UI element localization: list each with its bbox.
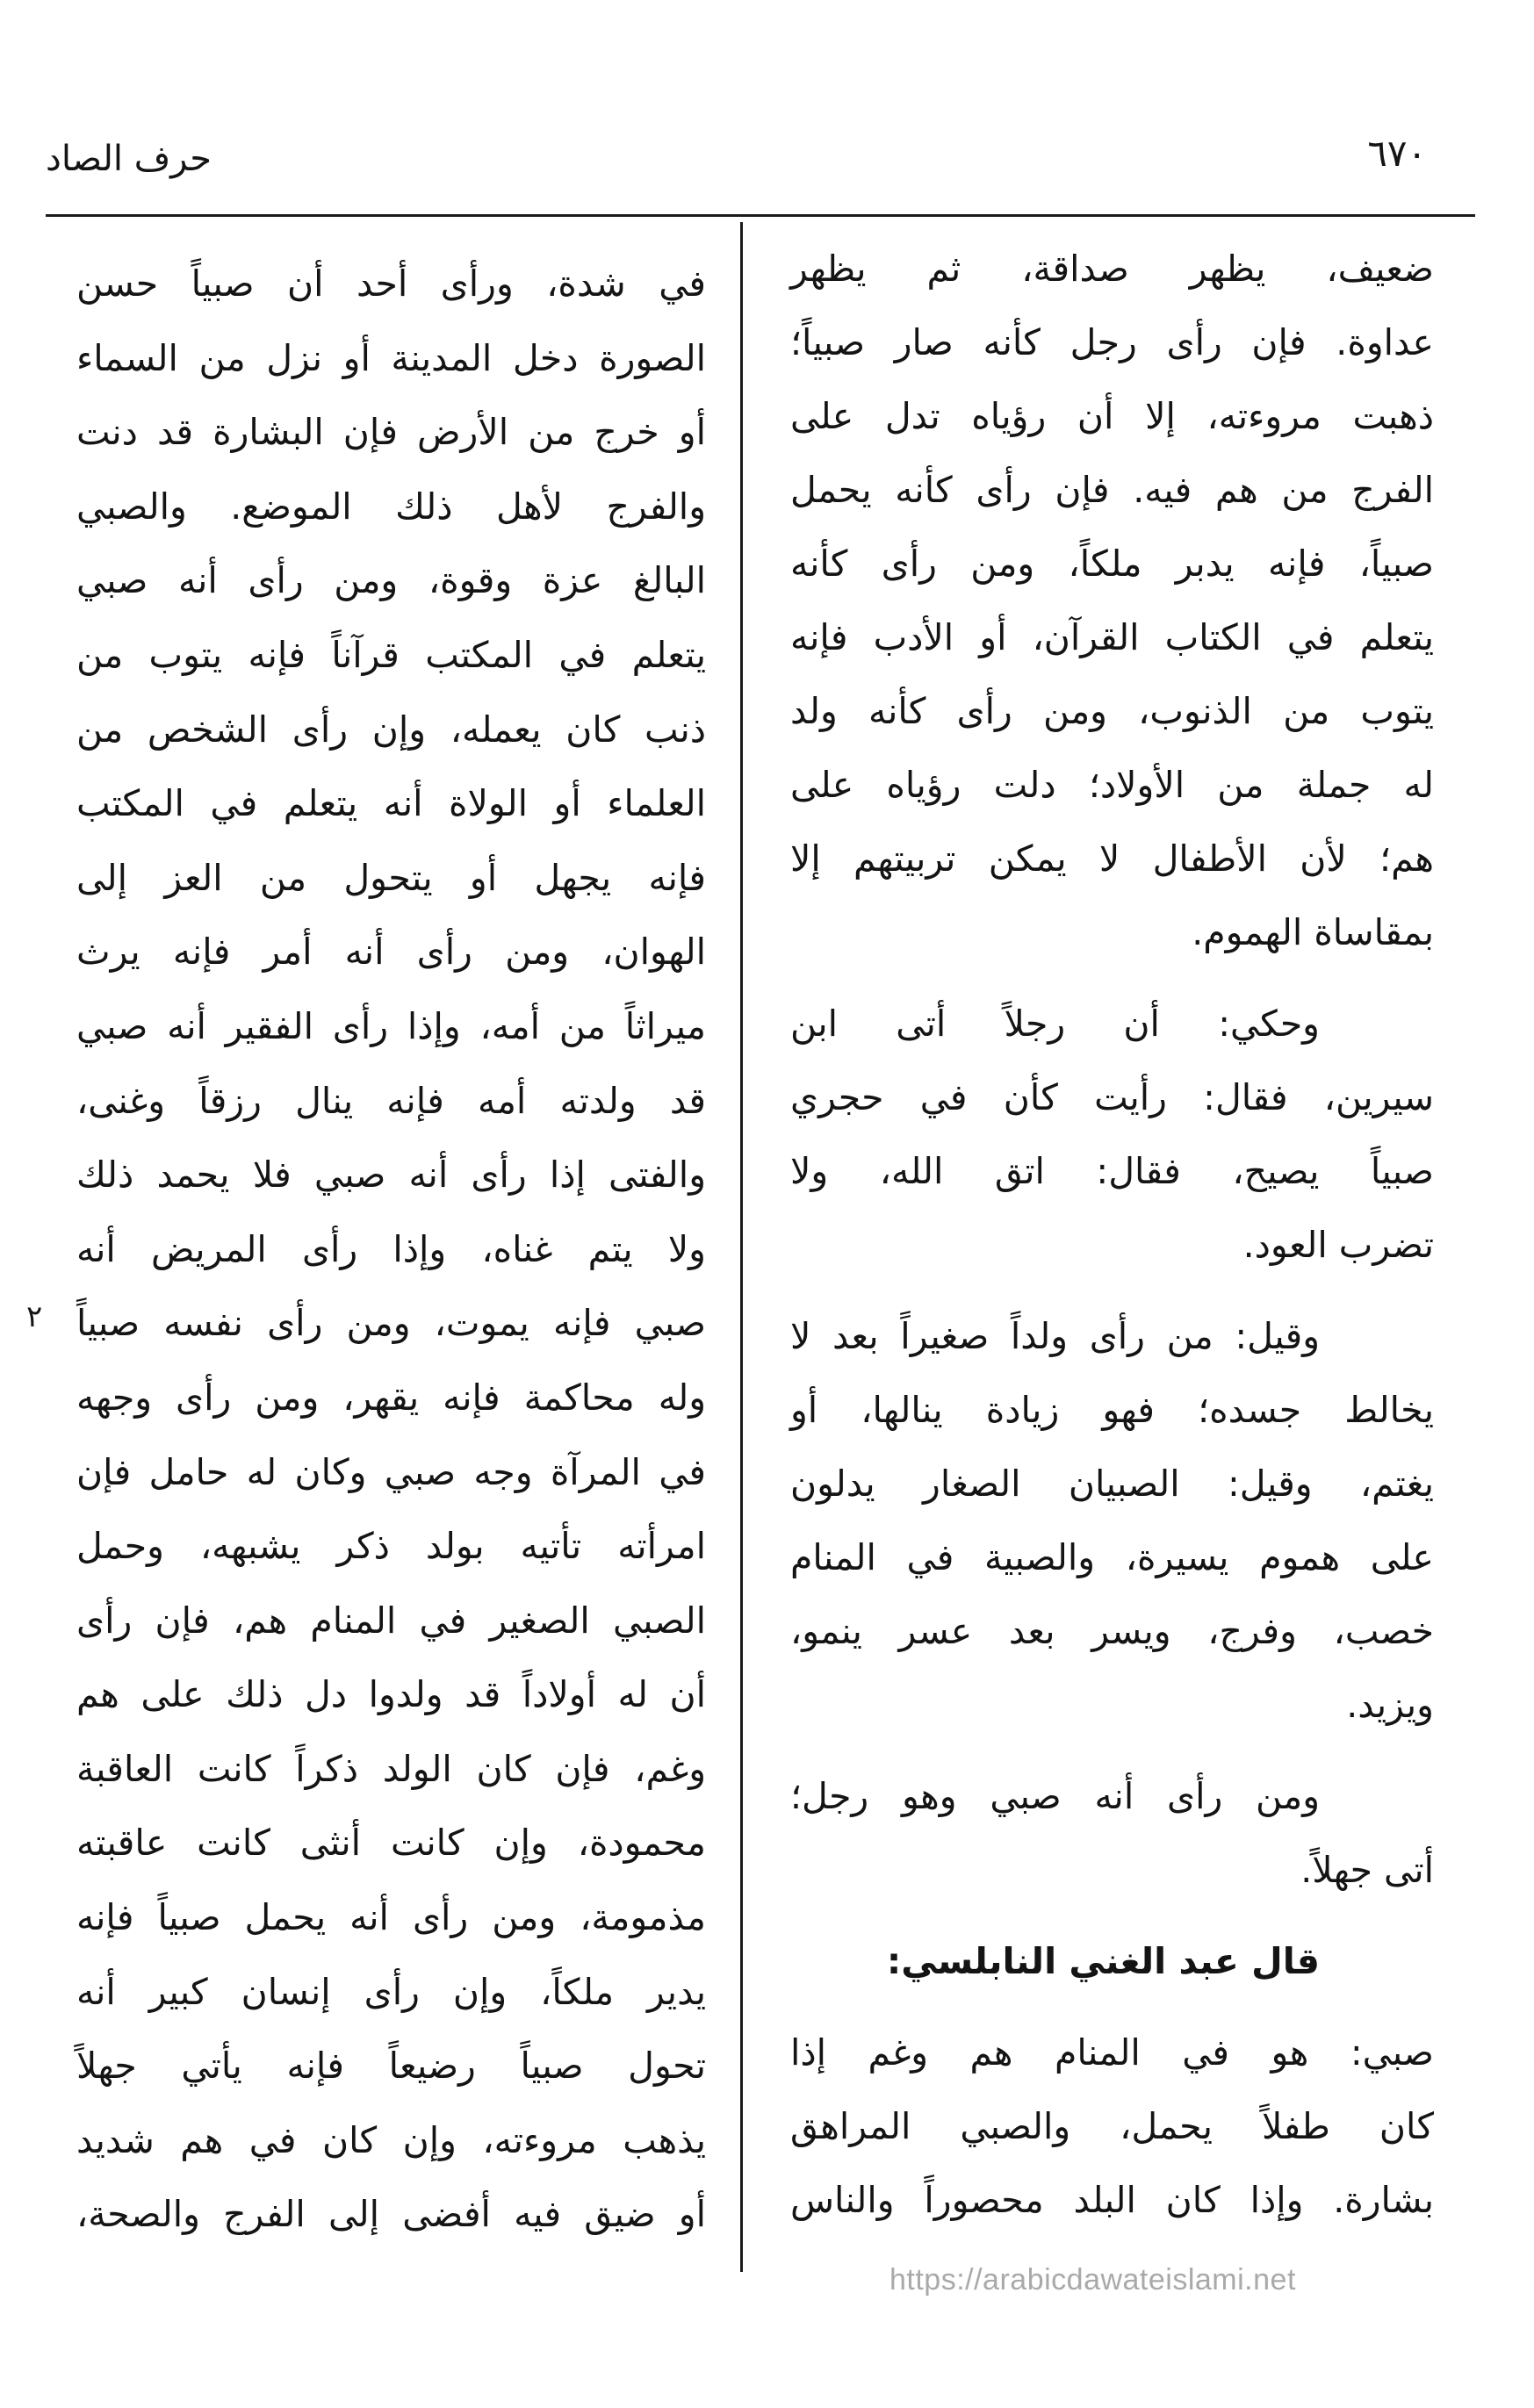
text-line: في المرآة وجه صبي وكان له حامل فإن [76, 1450, 706, 1493]
text-line: يتوب من الذنوب، ومن رأى كأنه ولد [790, 690, 1434, 732]
text-line: بشارة. وإذا كان البلد محصوراً والناس [790, 2179, 1434, 2221]
text-line: خصب، وفرج، ويسر بعد عسر ينمو، [790, 1610, 1434, 1652]
text-line: عداوة. فإن رأى رجل كأنه صار صبياً؛ [790, 321, 1434, 363]
paragraph [790, 1759, 1434, 1907]
text-line: ولا يتم غناه، وإذا رأى المريض أنه [76, 1227, 706, 1270]
text-line: أن له أولاداً قد ولدوا دل ذلك على هم [76, 1673, 706, 1716]
text-line: ضعيف، يظهر صداقة، ثم يظهر [790, 248, 1434, 290]
text-line: الهوان، ومن رأى أنه أمر فإنه يرث [76, 931, 706, 974]
text-line: يتعلم في الكتاب القرآن، أو الأدب فإنه [790, 616, 1434, 658]
text-line: أو ضيق فيه أفضى إلى الفرج والصحة، [76, 2193, 706, 2236]
paragraph [790, 1299, 1434, 1742]
text-line: صبي: هو في المنام هم وغم إذا [790, 2031, 1434, 2074]
left-column [76, 247, 706, 2252]
text-line: بمقاساة الهموم. [1192, 911, 1434, 953]
text-line: وقيل: من رأى ولداً صغيراً بعد لا [790, 1315, 1320, 1357]
text-line: يتعلم في المكتب قرآناً فإنه يتوب من [76, 633, 706, 676]
paragraph [790, 987, 1434, 1282]
text-line: صبياً، فإنه يدبر ملكاً، ومن رأى كأنه [790, 543, 1434, 585]
text-line: على هموم يسيرة، والصبية في المنام [790, 1536, 1434, 1578]
text-line: والفتى إذا رأى أنه صبي فلا يحمد ذلك [76, 1154, 706, 1197]
text-line: وغم، فإن كان الولد ذكراً كانت العاقبة [76, 1747, 706, 1790]
text-line: في شدة، ورأى أحد أن صبياً حسن [76, 262, 706, 305]
text-line: الصورة دخل المدينة أو نزل من السماء [76, 336, 706, 379]
text-line: قد ولدته أمه فإنه ينال رزقاً وغنى، [76, 1079, 706, 1122]
text-line: له جملة من الأولاد؛ دلت رؤياه على [790, 764, 1434, 806]
paragraph [790, 2016, 1434, 2237]
margin-mark: ٢ [26, 1299, 43, 1334]
text-line: يذهب مروءته، وإن كان في هم شديد [76, 2118, 706, 2161]
heading-block [790, 1924, 1434, 1998]
text-line: ويزيد. [1346, 1684, 1434, 1726]
text-line: سيرين، فقال: رأيت كأن في حجري [790, 1076, 1434, 1118]
text-line: امرأته تأتيه بولد ذكر يشبهه، وحمل [76, 1525, 706, 1568]
text-line: محمودة، وإن كانت أنثى كانت عاقبته [76, 1822, 706, 1865]
text-line: فإنه يجهل أو يتحول من العز إلى [76, 856, 706, 899]
text-line: أتى جهلاً. [1300, 1849, 1434, 1891]
text-line: وحكي: أن رجلاً أتى ابن [790, 1003, 1320, 1045]
text-line: يدير ملكاً، وإن رأى إنسان كبير أنه [76, 1970, 706, 2013]
text-line: والفرج لأهل ذلك الموضع. والصبي [76, 485, 706, 528]
text-line: ذهبت مروءته، إلا أن رؤياه تدل على [790, 395, 1434, 437]
paragraph [790, 232, 1434, 969]
text-line: صبي فإنه يموت، ومن رأى نفسه صبياً [76, 1302, 706, 1345]
watermark-url: https://arabicdawateislami.net [889, 2263, 1296, 2297]
header-rule [46, 214, 1475, 217]
text-line: صبياً يصيح، فقال: اتق الله، ولا [790, 1150, 1434, 1192]
page-number: ٦٧٠ [1367, 132, 1427, 175]
text-line: يخالط جسده؛ فهو زيادة ينالها، أو [790, 1389, 1434, 1431]
text-line: العلماء أو الولاة أنه يتعلم في المكتب [76, 782, 706, 825]
text-line: ميراثاً من أمه، وإذا رأى الفقير أنه صبي [76, 1004, 706, 1047]
text-line: مذمومة، ومن رأى أنه يحمل صبياً فإنه [76, 1896, 706, 1939]
text-line: ذنب كان يعمله، وإن رأى الشخص من [76, 708, 706, 751]
text-line: تضرب العود. [1242, 1224, 1434, 1266]
column-divider [740, 222, 743, 2272]
text-line: الفرج من هم فيه. فإن رأى كأنه يحمل [790, 469, 1434, 511]
text-line: هم؛ لأن الأطفال لا يمكن تربيتهم إلا [790, 837, 1434, 880]
text-line: الصبي الصغير في المنام هم، فإن رأى [76, 1599, 706, 1642]
text-line: البالغ عزة وقوة، ومن رأى أنه صبي [76, 559, 706, 602]
running-title: حرف الصاد [46, 139, 212, 179]
text-line: أو خرج من الأرض فإن البشارة قد دنت [76, 411, 706, 454]
text-line: تحول صبياً رضيعاً فإنه يأتي جهلاً [76, 2045, 706, 2088]
text-line: يغتم، وقيل: الصبيان الصغار يدلون [790, 1463, 1434, 1505]
text-line: ومن رأى أنه صبي وهو رجل؛ [790, 1775, 1320, 1817]
text-line: وله محاكمة فإنه يقهر، ومن رأى وجهه [76, 1376, 706, 1419]
text-line: كان طفلاً يحمل، والصبي المراهق [790, 2105, 1434, 2147]
section-heading: قال عبد الغني النابلسي: [886, 1940, 1320, 1982]
right-column [790, 232, 1434, 2237]
